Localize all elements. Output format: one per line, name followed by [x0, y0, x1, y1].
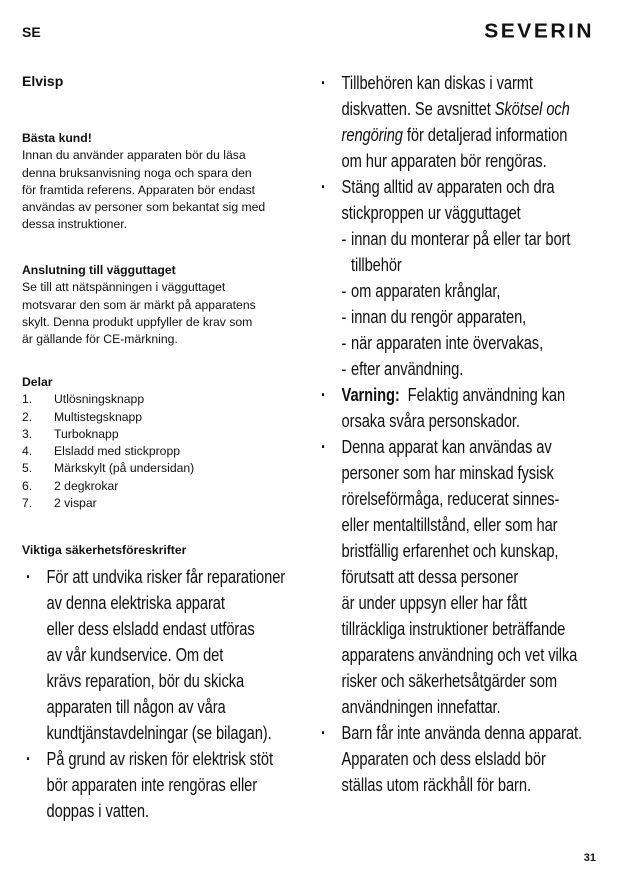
parts-list: [22, 391, 297, 512]
bullet-dot: ·: [321, 176, 326, 197]
dash-item: - innan du rengör apparaten,: [341, 306, 527, 327]
parts-item: 3. Turboknapp: [22, 426, 119, 441]
dash-item: - om apparaten krånglar,: [341, 280, 501, 301]
brand-logo: SEVERIN: [484, 20, 594, 43]
language-code: SE: [22, 24, 41, 40]
bullet-dot: ·: [321, 436, 326, 457]
warning-label: Varning:: [341, 384, 400, 405]
parts-section: [22, 374, 297, 512]
connection-line: Se till att nätspänningen i vägguttaget: [22, 280, 226, 295]
safety-left-column: [26, 564, 310, 824]
dash-item: - efter användning.: [341, 358, 464, 379]
warning-bullet: · Varning: Felaktig användning kan orsaka svåra personskador.: [321, 384, 566, 431]
bullet-dot: ·: [321, 722, 326, 743]
intro-line: för framtida referens. Apparaten bör endast: [22, 182, 256, 197]
safety-bullet: · På grund av risken för elektrisk stöt bör apparaten inte rengöras eller doppas i vatten.: [26, 748, 274, 821]
connection-line: motsvarar den som är märkt på apparatens: [22, 297, 256, 312]
safety-bullet: · Denna apparat kan användas av personer som har minskad fysisk rörelseförmåga, reducerat sinnes- eller mentaltillstånd, eller som har bristfällig erfarenhet och kunskap, förutsatt att dessa personer är under uppsyn eller har fått tillräckliga instruktioner beträffande apparatens användning och vet vilka risker och säkerhetsåtgärder som användningen innefattar.: [321, 436, 578, 717]
parts-item: 2. Multistegsknapp: [22, 409, 143, 424]
parts-item: 5. Märkskylt (på undersidan): [22, 461, 195, 476]
document-title: Elvisp: [22, 73, 64, 89]
parts-heading: Delar: [22, 375, 53, 389]
bullet-dot: ·: [26, 566, 31, 587]
intro-line: användas av personer som bekantat sig med: [22, 200, 266, 215]
bullet-dot: ·: [321, 72, 326, 93]
page-number: 31: [583, 852, 596, 864]
connection-heading: Anslutning till vägguttaget: [22, 263, 176, 277]
safety-bullet: · Tillbehören kan diskas i varmt diskvatten. Se avsnittet Skötsel och rengöring för detaljerad information om hur apparaten bör rengöras.: [321, 72, 570, 171]
dash-item: - när apparaten inte övervakas,: [341, 332, 544, 353]
bullet-dot: ·: [26, 748, 31, 769]
connection-section: [22, 262, 297, 348]
safety-bullet: · Barn får inte använda denna apparat. Apparaten och dess elsladd bör ställas utom räckhåll för barn.: [321, 722, 583, 795]
safety-bullet: · För att undvika risker får reparationer av denna elektriska apparat eller dess elsladd endast utföras av vår kundservice. Om det krävs reparation, bör du skicka apparaten till någon av våra kundtjänstavdelningar (se bilagan).: [26, 566, 286, 743]
dash-item: - innan du monterar på eller tar bort: [341, 228, 571, 249]
safety-bullet: · Stäng alltid av apparaten och dra stickproppen ur vägguttaget - innan du monterar på eller tar bort tillbehör - om apparaten krånglar, - innan du rengör apparaten, - när apparaten inte övervakas, - efter användning.: [321, 174, 605, 382]
intro-heading: Bästa kund!: [22, 131, 92, 145]
intro-section: [22, 130, 297, 234]
connection-line: är gällande för CE-märkning.: [22, 332, 178, 347]
connection-line: skylt. Denna produkt uppfyller de krav som: [22, 314, 253, 329]
parts-item: 7. 2 vispar: [22, 496, 97, 511]
safety-right-column: [321, 70, 605, 798]
intro-line: denna bruksanvisning noga och spara den: [22, 165, 252, 180]
intro-line: Innan du använder apparaten bör du läsa: [22, 148, 246, 163]
dash-item-continued: tillbehör: [351, 254, 402, 275]
parts-item: 1. Utlösningsknapp: [22, 392, 145, 407]
parts-item: 6. 2 degkrokar: [22, 478, 119, 493]
intro-line: dessa instruktioner.: [22, 217, 128, 232]
bullet-dot: ·: [321, 384, 326, 405]
parts-item: 4. Elsladd med stickpropp: [22, 444, 180, 459]
safety-heading: Viktiga säkerhetsföreskrifter: [22, 543, 187, 557]
